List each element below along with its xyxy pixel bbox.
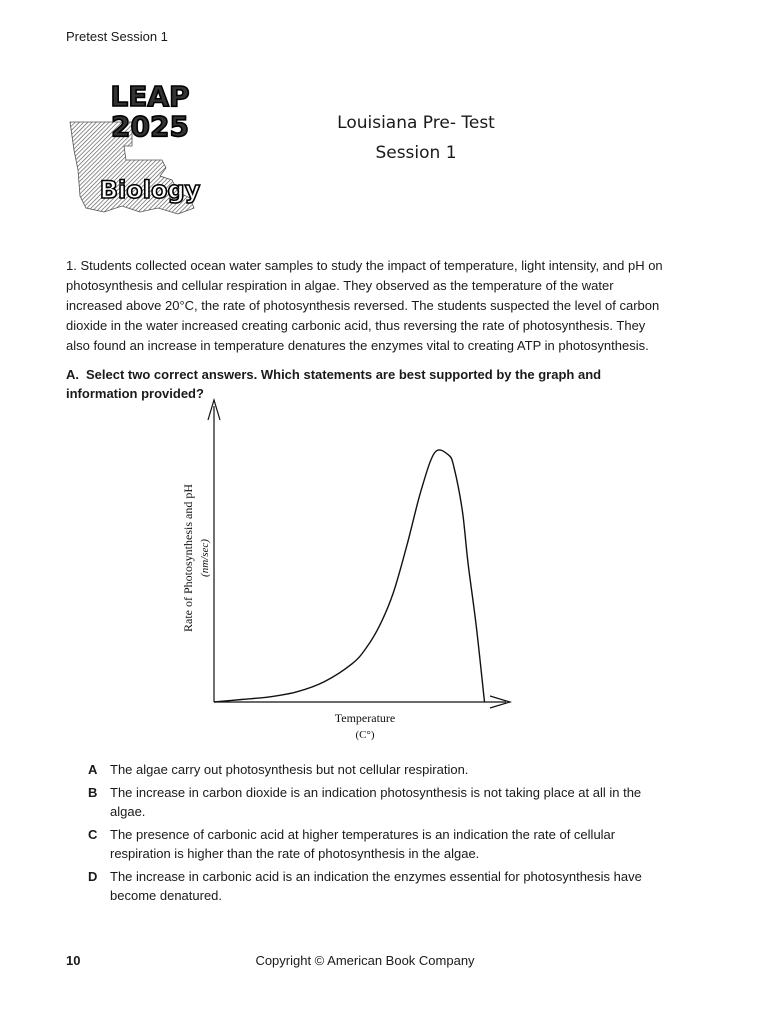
title-line-1: Louisiana Pre- Test (337, 113, 495, 133)
choice-text: The presence of carbonic acid at higher temperatures is an indication the rate of cellular respiration is higher than the rate of photosynthesis in the algae. (110, 827, 616, 861)
choice-letter: C (88, 827, 98, 842)
choice-b[interactable] (88, 783, 668, 821)
page-number: 10 (66, 953, 81, 968)
choice-letter: D (88, 869, 98, 884)
copyright-notice: Copyright © American Book Company (255, 953, 475, 968)
running-head: Pretest Session 1 (66, 29, 168, 44)
choice-text: The increase in carbonic acid is an indication the enzymes essential for photosynthesis have become denatured. (110, 869, 642, 903)
logo-year: 2025 (111, 110, 189, 143)
x-axis-unit: (C°) (355, 729, 375, 741)
question-number: 1. (66, 258, 77, 273)
leap-2025-biology-logo (66, 80, 202, 220)
page-title (300, 108, 532, 168)
choice-text: The algae carry out photosynthesis but not cellular respiration. (110, 762, 469, 777)
x-axis-label: Temperature (334, 711, 396, 725)
part-a-letter: A. (66, 367, 79, 382)
rate-curve (214, 450, 485, 702)
choice-d[interactable] (88, 867, 668, 905)
choice-a[interactable] (88, 760, 668, 779)
choice-letter: A (88, 762, 98, 777)
logo-leap: LEAP (110, 80, 190, 113)
choice-text: The increase in carbon dioxide is an indication photosynthesis is not taking place at all in the algae. (110, 785, 642, 819)
choice-c[interactable] (88, 825, 668, 863)
title-line-2: Session 1 (375, 143, 457, 163)
question-1 (66, 256, 666, 356)
choice-letter: B (88, 785, 98, 800)
question-text: Students collected ocean water samples to study the impact of temperature, light intensity, and pH on photosynthesis and cellular respiration in algae. They observed as the temperature of the water increased above 20°C, the rate of photosynthesis reversed. The students suspected the level of carbon dioxide in the water increased creating carbonic acid, thus reversing the rate of photosynthesis. They also found an increase in temperature denatures the enzymes vital to creating ATP in photosynthesis. (66, 258, 663, 353)
temperature-rate-graph (170, 392, 530, 750)
y-axis-label: Rate of Photosynthesis and pH (181, 484, 195, 632)
part-a-text: Select two correct answers. Which statements are best supported by the graph and information provided? (66, 367, 602, 401)
answer-choices (88, 760, 668, 909)
y-axis-unit: (nm/sec) (199, 539, 211, 577)
logo-subject: Biology (99, 176, 201, 204)
